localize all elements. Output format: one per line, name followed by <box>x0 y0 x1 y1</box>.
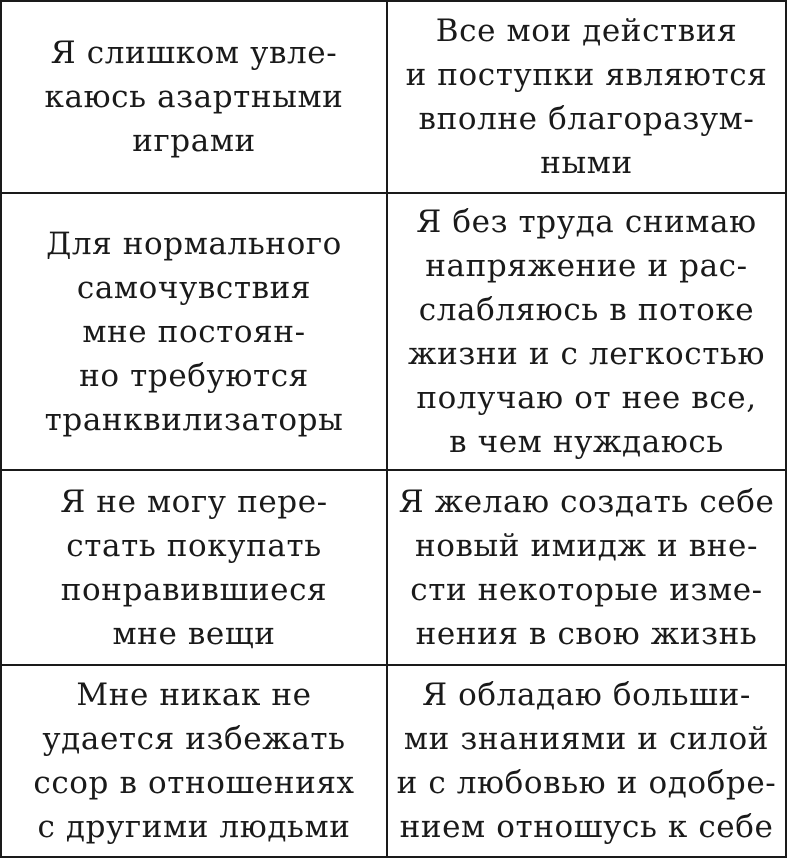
cell-line: Я не могу пере- <box>60 483 328 520</box>
cell-line: самочувствия <box>76 269 312 306</box>
cell-line: и с любовью и одобре- <box>396 765 777 801</box>
cell-line: ными <box>540 145 633 181</box>
cell-line: мне вещи <box>112 615 276 652</box>
cell-line: сти некоторые изме- <box>410 571 763 608</box>
cell-line: удается избежать <box>42 721 346 757</box>
affirmation-cell <box>387 1 786 193</box>
cell-line: Все мои действия <box>435 13 738 49</box>
cell-line: получаю от нее все, <box>416 379 757 416</box>
table-row <box>1 665 786 857</box>
cell-line: с другими людьми <box>37 809 351 845</box>
table-row <box>1 193 786 470</box>
cell-line: Я без труда снимаю <box>416 203 757 240</box>
cell-line: понравившиеся <box>60 571 328 608</box>
cell-line: жизни и с легкостью <box>407 335 766 372</box>
cell-line: стать покупать <box>66 527 322 564</box>
cell-line: и поступки являются <box>405 57 768 93</box>
cell-line: Я слишком увле- <box>50 35 338 71</box>
cell-line: транквилизаторы <box>44 401 344 438</box>
cell-line: мне постоян- <box>82 313 306 350</box>
cell-line: Я желаю создать себе <box>398 483 775 520</box>
cell-line: напряжение и рас- <box>425 247 748 284</box>
table-row <box>1 470 786 665</box>
table-row <box>1 1 786 193</box>
cell-line: ми знаниями и силой <box>403 721 770 757</box>
cell-line: слабляюсь в потоке <box>418 291 755 328</box>
cell-line: Мне никак не <box>76 677 312 713</box>
affirmation-cell <box>387 665 786 857</box>
cell-line: новый имидж и вне- <box>414 527 759 564</box>
cell-line: нения в свою жизнь <box>415 615 758 652</box>
problem-cell <box>1 665 387 857</box>
cell-line: вполне благоразум- <box>418 101 755 137</box>
affirmation-cell <box>387 470 786 665</box>
cell-line: но требуются <box>79 357 309 394</box>
problem-cell <box>1 193 387 470</box>
cell-line: каюсь азартными <box>44 79 344 115</box>
problem-cell <box>1 1 387 193</box>
cell-line: Я обладаю больши- <box>422 677 751 713</box>
cell-line: нием отношусь к себе <box>399 809 774 845</box>
problem-cell <box>1 470 387 665</box>
cell-line: в чем нуждаюсь <box>449 423 724 460</box>
cell-line: Для нормального <box>46 225 342 262</box>
cell-line: ссор в отношениях <box>33 765 355 801</box>
affirmation-cell <box>387 193 786 470</box>
cell-line: играми <box>132 123 256 159</box>
